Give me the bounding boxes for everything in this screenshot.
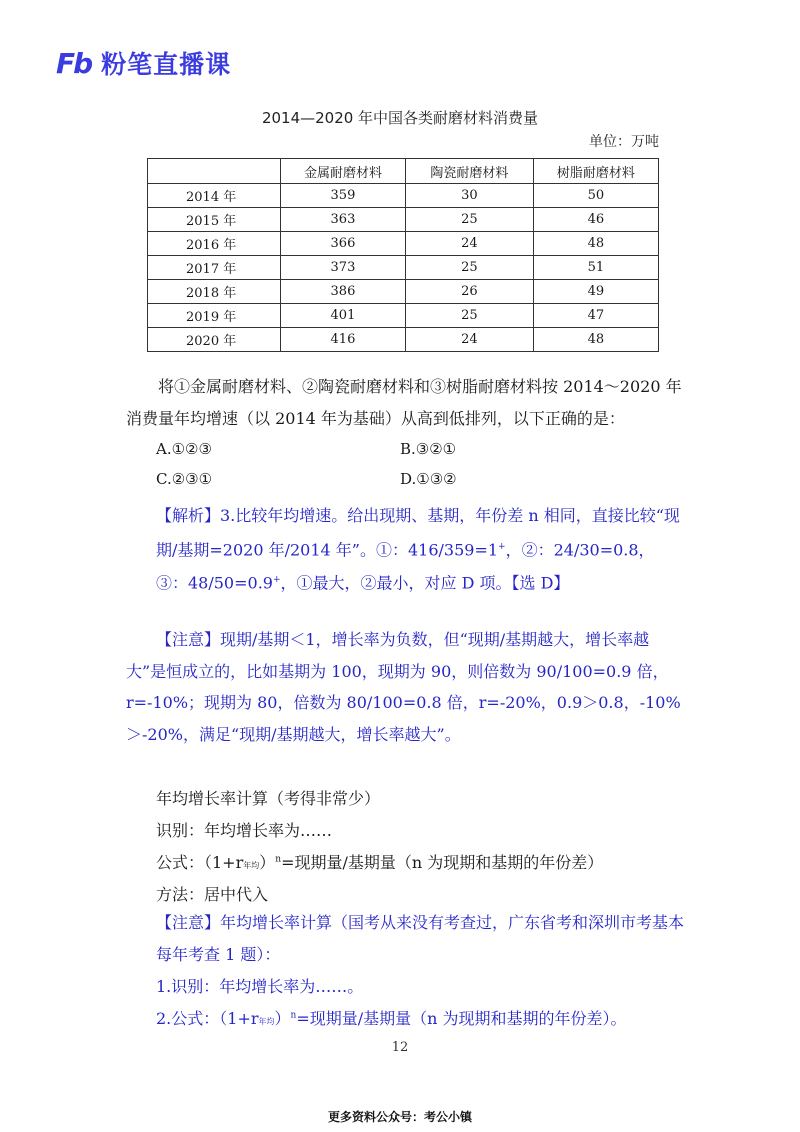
table-cell-year: 2019 年 xyxy=(148,304,281,328)
table-header-cell: 陶瓷耐磨材料 xyxy=(406,159,534,184)
table-title: 2014—2020 年中国各类耐磨材料消费量 xyxy=(261,109,539,127)
note2-item-1: 1.识别：年均增长率为……。 xyxy=(156,977,364,996)
question-stem: 将①金属耐磨材料、②陶瓷耐磨材料和③树脂耐磨材料按 2014～2020 年消费量年均增速（以 2014 年为基础）从高到低排列，以下正确的是： xyxy=(126,377,682,428)
option-c: C.②③① xyxy=(156,470,213,488)
table-cell-year: 2014 年 xyxy=(148,184,281,208)
formula-text-b: ） xyxy=(259,853,276,872)
table-row xyxy=(148,328,659,352)
note2-formula-c: =现期量/基期量（n 为现期和基期的年份差）。 xyxy=(296,1009,627,1028)
formula-superscript: n xyxy=(275,854,282,865)
fb-logo-icon: Fb xyxy=(56,47,92,80)
formula-text-c: =现期量/基期量（n 为现期和基期的年份差） xyxy=(281,853,604,872)
brand-name: 粉笔直播课 xyxy=(101,49,232,79)
method-approach: 方法：居中代入 xyxy=(156,885,269,904)
table-cell: 30 xyxy=(406,184,534,208)
table-cell: 48 xyxy=(533,232,658,256)
table-cell-year: 2020 年 xyxy=(148,328,281,352)
table-header-cell: 金属耐磨材料 xyxy=(280,159,405,184)
table-cell: 373 xyxy=(280,256,405,280)
table-header-cell xyxy=(148,159,281,184)
table-cell: 25 xyxy=(406,256,534,280)
table-row xyxy=(148,256,659,280)
table-cell-year: 2018 年 xyxy=(148,280,281,304)
table-cell: 48 xyxy=(533,328,658,352)
table-cell: 26 xyxy=(406,280,534,304)
option-a: A.①②③ xyxy=(156,440,212,458)
note2-formula-a: 2.公式：（1+r xyxy=(156,1009,259,1028)
table-cell: 366 xyxy=(280,232,405,256)
table-header-cell: 树脂耐磨材料 xyxy=(533,159,658,184)
table-row xyxy=(148,208,659,232)
option-b: B.③②① xyxy=(400,440,457,458)
note-paragraph-2: 【注意】年均增长率计算（国考从来没有考查过，广东省考和深圳市考基本每年考查 1 题）： xyxy=(156,913,685,964)
note2-formula-subscript: 年均 xyxy=(258,1017,275,1026)
method-identify: 识别：年均增长率为…… xyxy=(156,821,333,840)
table-cell: 49 xyxy=(533,280,658,304)
page-number: 12 xyxy=(391,1040,409,1055)
table-unit: 单位：万吨 xyxy=(589,134,659,150)
table-row xyxy=(148,232,659,256)
brand-logo xyxy=(56,47,232,80)
footer-text: 更多资料公众号：考公小镇 xyxy=(327,1110,472,1124)
table-header-row xyxy=(148,159,659,184)
table-cell: 359 xyxy=(280,184,405,208)
table-cell: 401 xyxy=(280,304,405,328)
table-cell: 24 xyxy=(406,328,534,352)
table-cell: 47 xyxy=(533,304,658,328)
table-row xyxy=(148,184,659,208)
table-cell-year: 2016 年 xyxy=(148,232,281,256)
consumption-table xyxy=(147,158,659,352)
table-cell: 46 xyxy=(533,208,658,232)
analysis-sup-1: + xyxy=(498,541,506,552)
table-cell: 24 xyxy=(406,232,534,256)
table-row xyxy=(148,304,659,328)
note2-formula-b: ） xyxy=(274,1009,291,1028)
analysis-paragraph xyxy=(156,500,686,599)
table-cell: 386 xyxy=(280,280,405,304)
table-cell: 416 xyxy=(280,328,405,352)
formula-subscript: 年均 xyxy=(243,861,260,870)
method-formula xyxy=(156,850,603,873)
table-cell: 25 xyxy=(406,304,534,328)
option-d: D.①③② xyxy=(400,470,457,488)
analysis-sup-2: + xyxy=(272,575,281,586)
analysis-text-a: 【解析】3.比较年均增速。给出现期、基期，年份差 n 相同，直接比较“现期/基期=2020 年/2014 年”。①：416/359=1 xyxy=(156,506,680,559)
table-cell: 363 xyxy=(280,208,405,232)
table-cell-year: 2015 年 xyxy=(148,208,281,232)
method-title: 年均增长率计算（考得非常少） xyxy=(156,789,381,808)
table-cell: 50 xyxy=(533,184,658,208)
note2-formula-superscript: n xyxy=(290,1010,297,1021)
note2-item-2 xyxy=(156,1006,627,1029)
analysis-text-b: ，②：24/30=0.8，③：48/50=0.9 xyxy=(156,539,655,593)
formula-text-a: 公式：（1+r xyxy=(156,853,244,872)
note-paragraph-1: 【注意】现期/基期＜1，增长率为负数，但“现期/基期越大，增长率越大”是恒成立的，比如基期为 100，现期为 90，则倍数为 90/100=0.9 倍，r=-10%；现期为 80，倍数为 80/100=0.8 倍，r=-20%，0.9＞0.8，-10%＞-20%，满足“现期/基期越大，增长率越大”。 xyxy=(126,630,681,744)
table-row xyxy=(148,280,659,304)
table-cell: 25 xyxy=(406,208,534,232)
table-cell-year: 2017 年 xyxy=(148,256,281,280)
table-cell: 51 xyxy=(533,256,658,280)
analysis-text-c: ，①最大，②最小，对应 D 项。【选 D】 xyxy=(280,573,570,593)
